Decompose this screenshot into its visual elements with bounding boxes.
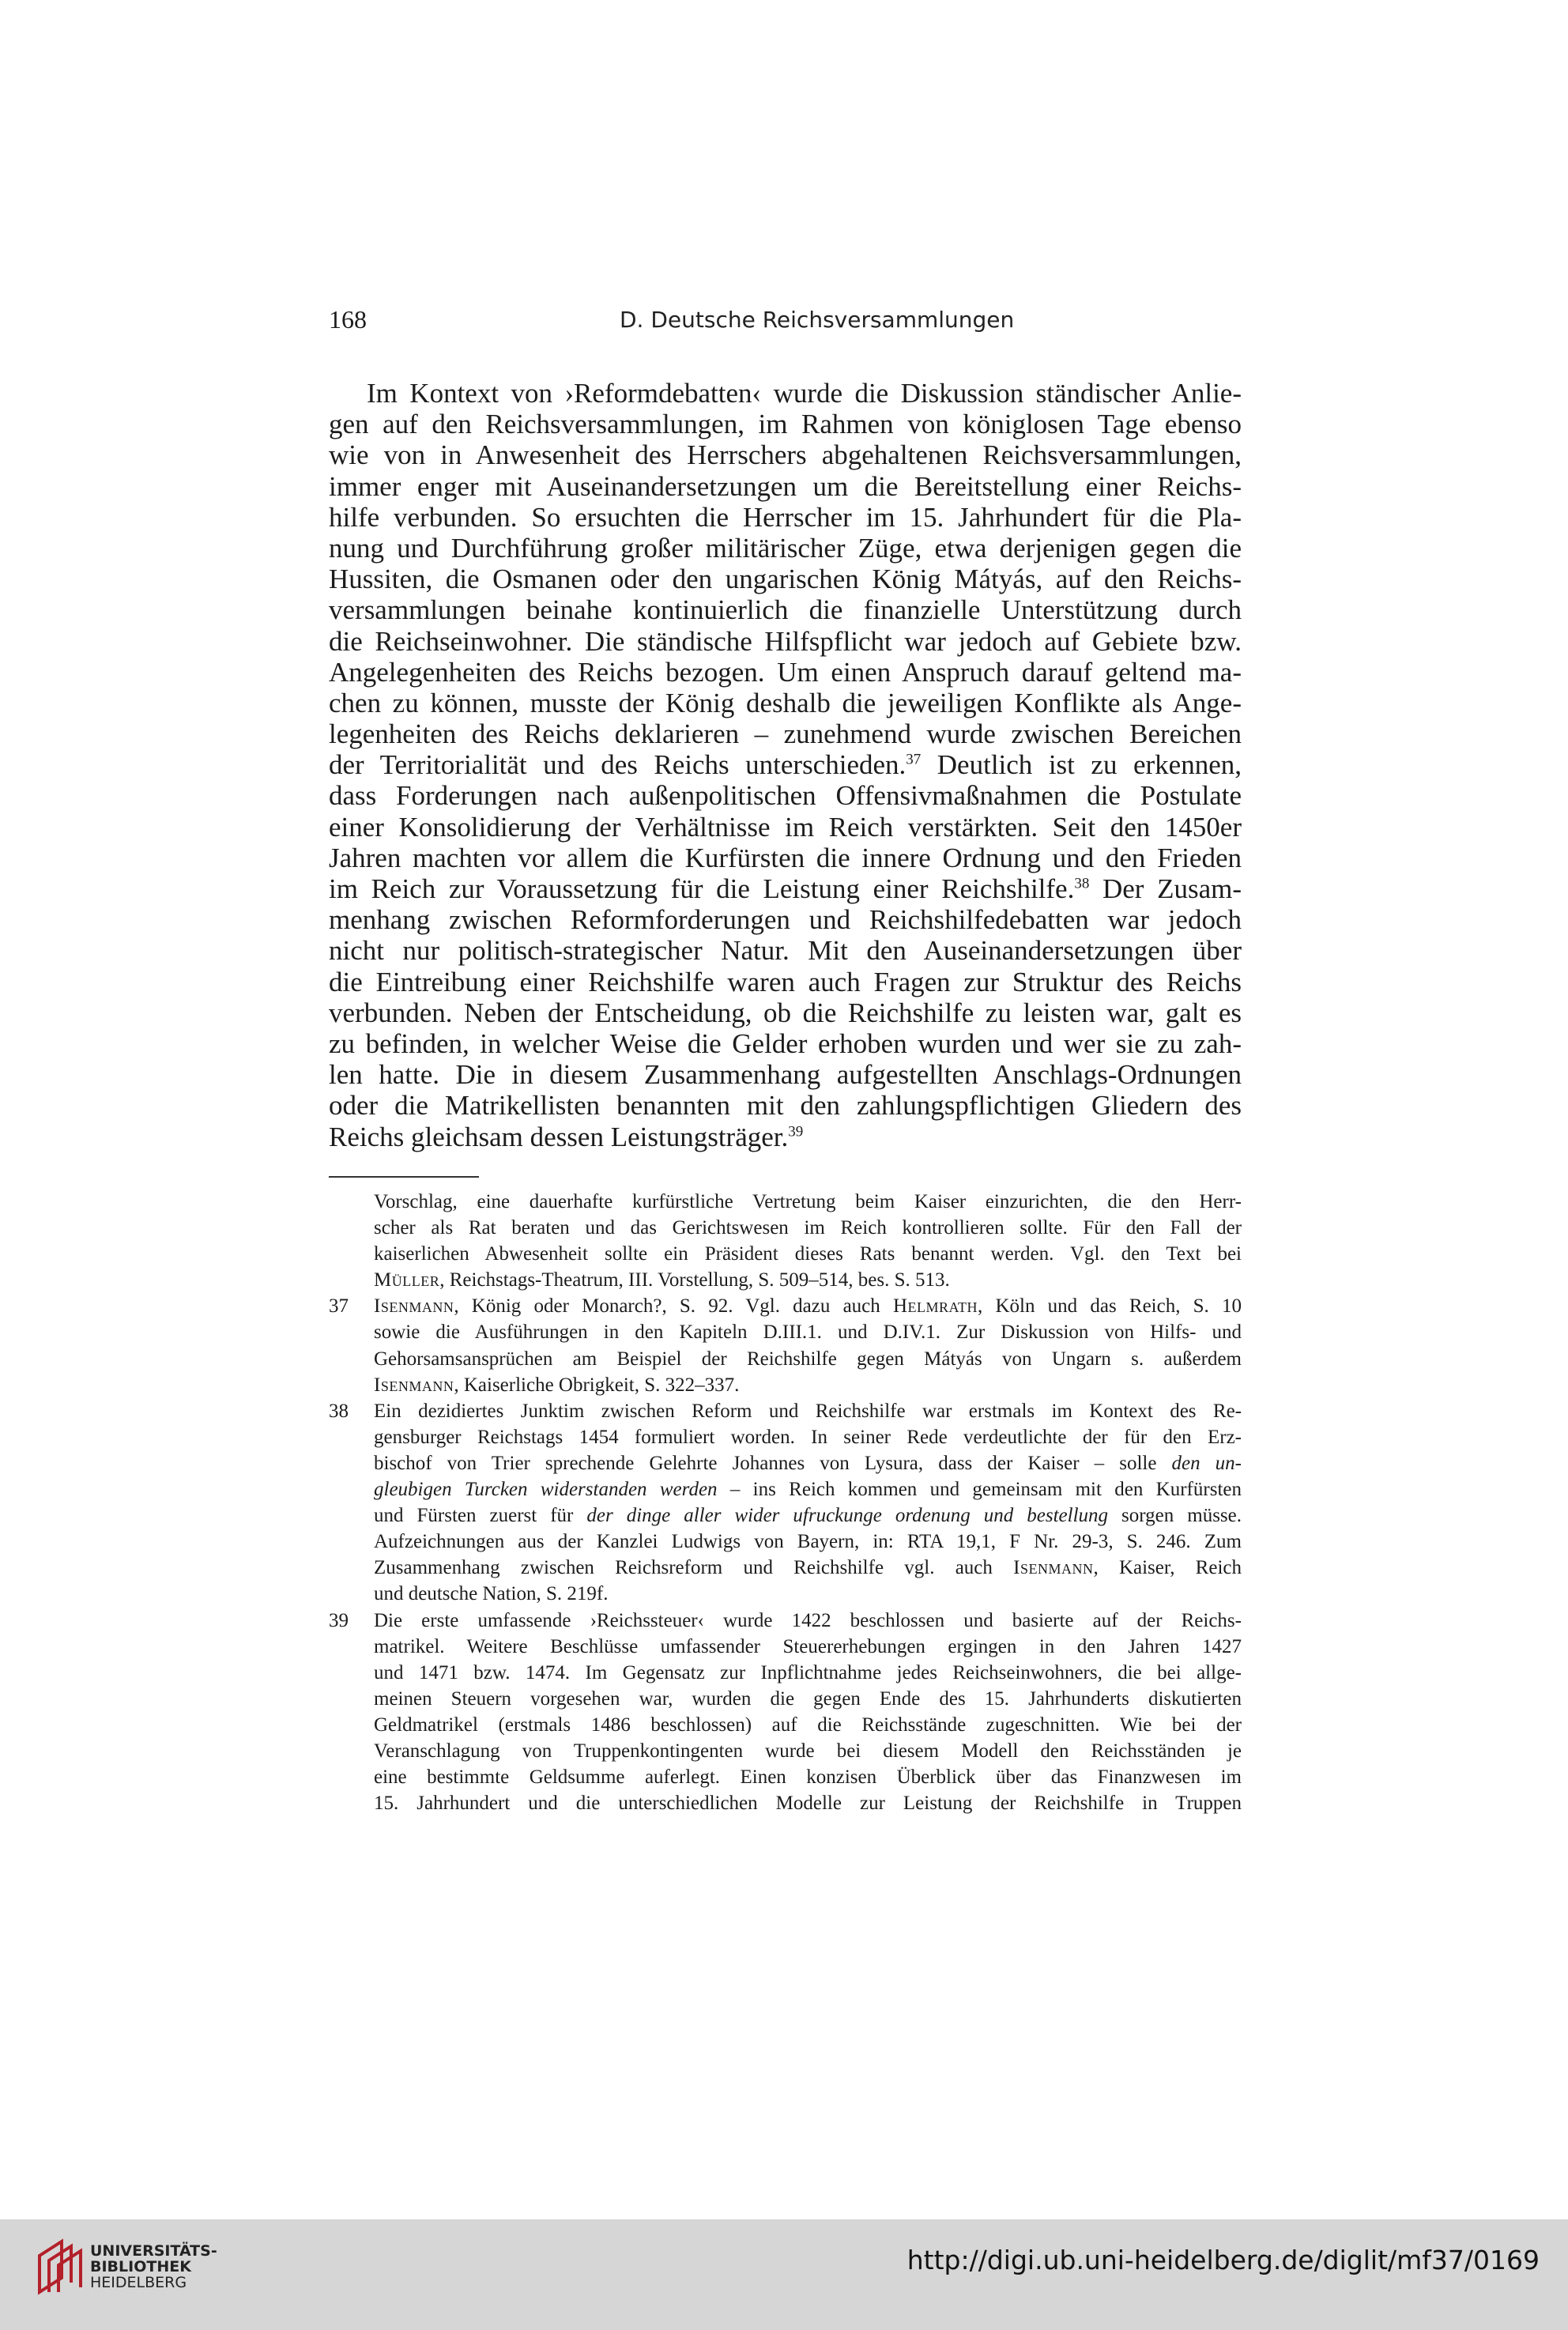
body-line: nicht nur politisch-strategischer Natur. Mit den Auseinandersetzungen über [329, 935, 1242, 967]
body-line: einer Konsolidierung der Verhältnisse im Reich verstärkten. Seit den 1450er [329, 811, 1242, 843]
library-logo-icon [36, 2237, 85, 2295]
body-line: oder die Matrikellisten benannten mit den zahlungspflichtigen Gliedern des [329, 1090, 1242, 1122]
footnote-text: , Kaiserliche Obrigkeit, S. 322–337. [454, 1374, 740, 1396]
body-line: nung und Durchführung großer militärischer Züge, etwa derjenigen gegen die [329, 532, 1242, 564]
body-line: zu befinden, in welcher Weise die Gelder erhoben wurden und wer sie zu zah- [329, 1027, 1242, 1059]
body-line: hilfe verbunden. So ersuchten die Herrscher im 15. Jahrhundert für die Pla- [329, 501, 1242, 533]
footnote-line: kaiserlichen Abwesenheit sollte ein Präsident dieses Rats benannt werden. Vgl. den Text bei [374, 1243, 1242, 1265]
footnote-line: Aufzeichnungen aus der Kanzlei Ludwigs von Bayern, in: RTA 19,1, F Nr. 29-3, S. 246. Zum [374, 1531, 1242, 1553]
footnote-line [374, 1267, 1242, 1293]
footnote-number: 37 [329, 1295, 349, 1318]
body-line: chen zu können, musste der König deshalb die jeweiligen Konflikte als Ange- [329, 687, 1242, 718]
body-text-span: Deutlich ist zu erkennen, [921, 749, 1242, 781]
footnote-text: – ins Reich kommen und gemeinsam mit den Kurfürsten [717, 1479, 1242, 1501]
footnote-line: Veranschlagung von Truppenkontingenten wurde bei diesem Modell den Reichsständen je [374, 1740, 1242, 1762]
body-line: die Eintreibung einer Reichshilfe waren auch Fragen zur Struktur des Reichs [329, 966, 1242, 997]
footnote-line [374, 1372, 1242, 1398]
library-name-line: BIBLIOTHEK [90, 2258, 191, 2275]
footnote-line: Ein dezidiertes Junktim zwischen Reform und Reichshilfe war erstmals im Kontext des Re- [374, 1400, 1242, 1422]
body-line: die Reichseinwohner. Die ständische Hilfspflicht war jedoch auf Gebiete bzw. [329, 625, 1242, 657]
author-name: Isenmann [1013, 1557, 1094, 1579]
footnote-line: und 1471 bzw. 1474. Im Gegensatz zur Inpflichtnahme jedes Reichseinwohners, die bei allge- [374, 1661, 1242, 1683]
footnote-line: und deutsche Nation, S. 219f. [374, 1583, 609, 1605]
footnote-line [374, 1450, 1242, 1476]
footnote-line [374, 1293, 1242, 1319]
footnote-continuation [329, 1189, 1242, 1293]
body-line: len hatte. Die in diesem Zusammenhang aufgestellten Anschlags-Ordnungen [329, 1059, 1242, 1091]
footnote-number: 38 [329, 1400, 349, 1422]
body-line: Hussiten, die Osmanen oder den ungarischen König Mátyás, auf den Reichs- [329, 564, 1242, 595]
body-paragraph [329, 378, 1242, 1152]
body-line: Jahren machten vor allem die Kurfürsten die innere Ordnung und den Frieden [329, 842, 1242, 873]
footnote-text: , Reichstags-Theatrum, III. Vorstellung, S. 509–514, bes. S. 513. [439, 1269, 950, 1291]
body-line: menhang zwischen Reformforderungen und Reichshilfedebatten war jedoch [329, 904, 1242, 936]
running-head: D. Deutsche Reichsversammlungen [620, 307, 1015, 333]
body-line: versammlungen beinahe kontinuierlich die finanzielle Unterstützung durch [329, 594, 1242, 626]
footnote-text: , Kaiser, Reich [1093, 1557, 1242, 1579]
quoted-source-text: den un- [1171, 1452, 1242, 1474]
footnote-line: eine bestimmte Geldsumme auferlegt. Einen konzisen Überblick über das Finanzwesen im [374, 1766, 1242, 1789]
body-line: Angelegenheiten des Reichs bezogen. Um einen Anspruch darauf geltend ma- [329, 656, 1242, 688]
library-name-line: UNIVERSITÄTS- [90, 2242, 217, 2260]
library-name-line: HEIDELBERG [90, 2274, 187, 2291]
quoted-source-text: der dinge aller wider ufruckunge ordenung und bestellung [586, 1505, 1109, 1527]
page-number: 168 [329, 305, 367, 334]
footnote-line: Geldmatrikel (erstmals 1486 beschlossen) auf die Reichsstände zugeschnitten. Wie bei der [374, 1714, 1242, 1736]
body-text-span: im Reich zur Voraussetzung für die Leistung einer Reichshilfe. [329, 873, 1075, 904]
footnote-text: Zusammenhang zwischen Reichsreform und Reichshilfe vgl. auch [374, 1557, 1014, 1579]
footnote-ref-37[interactable]: 37 [906, 751, 922, 768]
footnote-39 [329, 1608, 1242, 1817]
footnote-line: Vorschlag, eine dauerhafte kurfürstliche Vertretung beim Kaiser einzurichten, die den Herr- [374, 1191, 1242, 1212]
author-name: Müller [374, 1269, 440, 1291]
footnote-ref-38[interactable]: 38 [1074, 875, 1090, 892]
body-line: wie von in Anwesenheit des Herrschers abgehaltenen Reichsversammlungen, [329, 439, 1242, 471]
body-line: Im Kontext von ›Reformdebatten‹ wurde die Diskussion ständischer Anlie- [367, 378, 1242, 409]
body-line [329, 873, 1242, 904]
footnote-line: meinen Steuern vorgesehen war, wurden die gegen Ende des 15. Jahrhunderts diskutierten [374, 1687, 1242, 1710]
source-url-link[interactable]: http://digi.ub.uni-heidelberg.de/diglit/mf37/0169 [906, 2245, 1540, 2275]
footnote-ref-39[interactable]: 39 [788, 1122, 804, 1140]
footnote-text: sorgen müsse. [1108, 1505, 1242, 1527]
footnote-text: , König oder Monarch?, S. 92. Vgl. dazu auch [454, 1295, 893, 1318]
body-line: dass Forderungen nach außenpolitischen Offensivmaßnahmen die Postulate [329, 780, 1242, 812]
footnotes [329, 1189, 1242, 1816]
footnote-line [374, 1476, 1242, 1502]
digitization-footer [0, 2219, 1568, 2330]
library-name [90, 2243, 217, 2290]
footnote-line: 15. Jahrhundert und die unterschiedlichen Modelle zur Leistung der Reichshilfe in Truppen [374, 1793, 1242, 1815]
footnote-38 [329, 1398, 1242, 1608]
body-text-span: der Territorialität und des Reichs unterschieden. [329, 749, 906, 781]
footnote-text: und Fürsten zuerst für [374, 1505, 587, 1527]
footnote-line: sowie die Ausführungen in den Kapiteln D.III.1. und D.IV.1. Zur Diskussion von Hilfs- und [374, 1321, 1242, 1344]
body-text-span: Der Zusam- [1089, 873, 1242, 904]
author-name: Isenmann [374, 1295, 454, 1318]
footnote-line: matrikel. Weitere Beschlüsse umfassender Steuererhebungen ergingen in den Jahren 1427 [374, 1635, 1242, 1657]
body-line [329, 749, 1242, 780]
footnote-line: scher als Rat beraten und das Gerichtswesen im Reich kontrollieren sollte. Für den Fall der [374, 1217, 1242, 1239]
quoted-source-text: gleubigen Turcken widerstanden werden [374, 1479, 718, 1501]
footnote-line: Gehorsamsansprüchen am Beispiel der Reichshilfe gegen Mátyás von Ungarn s. außerdem [374, 1348, 1242, 1370]
footnote-number: 39 [329, 1609, 349, 1631]
footnote-line [374, 1555, 1242, 1581]
footnote-separator [329, 1176, 479, 1178]
body-line: immer enger mit Auseinandersetzungen um die Bereitstellung einer Reichs- [329, 470, 1242, 502]
footnote-line: gensburger Reichstags 1454 formuliert worden. In seiner Rede verdeutlichte der für den Erz- [374, 1426, 1242, 1448]
body-line: legenheiten des Reichs deklarieren – zunehmend wurde zwischen Bereichen [329, 718, 1242, 750]
author-name: Isenmann [374, 1374, 454, 1396]
body-line [329, 1122, 1242, 1152]
footnote-text: bischof von Trier sprechende Gelehrte Johannes von Lysura, dass der Kaiser – solle [374, 1452, 1172, 1474]
body-line: gen auf den Reichsversammlungen, im Rahmen von königlosen Tage ebenso [329, 409, 1242, 440]
footnote-line [374, 1502, 1242, 1529]
footnote-line: Die erste umfassende ›Reichssteuer‹ wurde 1422 beschlossen und basierte auf der Reichs- [374, 1609, 1242, 1631]
footnote-37 [329, 1293, 1242, 1397]
body-text-span: Reichs gleichsam dessen Leistungsträger. [329, 1121, 789, 1152]
body-line: verbunden. Neben der Entscheidung, ob die Reichshilfe zu leisten war, galt es [329, 997, 1242, 1028]
footnote-text: , Köln und das Reich, S. 10 [978, 1295, 1242, 1318]
author-name: Helmrath [892, 1295, 978, 1318]
